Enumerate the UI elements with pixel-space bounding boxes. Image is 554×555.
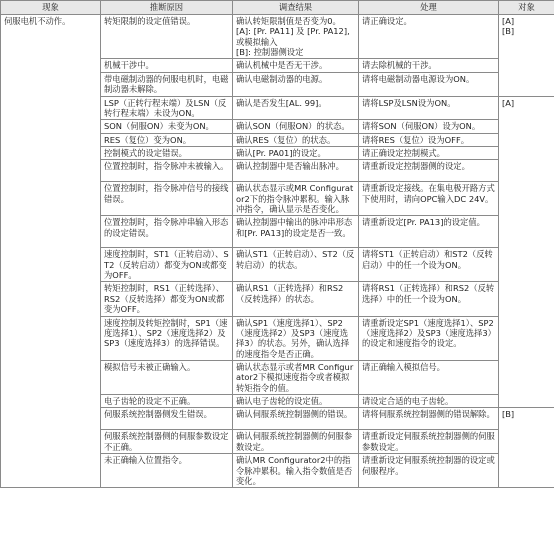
- cause-cell: 电子齿轮的设定不正确。: [101, 395, 233, 408]
- investigation-cell: 确认机械中是否无干涉。: [233, 59, 359, 72]
- header-action: 处理: [359, 1, 499, 15]
- investigation-cell: 确认RS1（正转选择）和RS2（反转选择）的状态。: [233, 282, 359, 316]
- action-cell: 请重新设定伺服系统控制器的设定或伺服程序。: [359, 454, 499, 488]
- investigation-cell: 确认电子齿轮的设定值。: [233, 395, 359, 408]
- investigation-cell: 确认状态显示或者MR Configurator2下模拟速度指令或者模拟转矩指令的值。: [233, 360, 359, 394]
- action-cell: 请重新设定接线。在集电极开路方式下使用时，请向OPC输入DC 24V。: [359, 182, 499, 216]
- header-phenomenon: 现象: [1, 1, 101, 15]
- header-cause: 推断原因: [101, 1, 233, 15]
- action-cell: 请设定合适的电子齿轮。: [359, 395, 499, 408]
- investigation-cell: 确认伺服系统控制器侧的错误。: [233, 408, 359, 430]
- action-cell: 请将RES（复位）设为OFF。: [359, 133, 499, 146]
- header-target: 对象: [499, 1, 554, 15]
- investigation-cell: 确认RES（复位）的状态。: [233, 133, 359, 146]
- table-row: [1, 15, 554, 59]
- investigation-cell: 确认转矩限制值是否变为0。 [A]: [Pr. PA11] 及 [Pr. PA12], 或模拟输入 [B]: 控制器侧设定: [233, 15, 359, 59]
- action-cell: 请将RS1（正转选择）和RS2（反转选择）中的任一个设为ON。: [359, 282, 499, 316]
- cause-cell: 伺服系统控制器侧的伺服参数设定不正确。: [101, 430, 233, 454]
- action-cell: 请将电磁制动器电源设为ON。: [359, 72, 499, 96]
- cause-cell: 未正确输入位置指令。: [101, 454, 233, 488]
- action-cell: 请将LSP及LSN设为ON。: [359, 96, 499, 120]
- cause-cell: 模拟信号未被正确输入。: [101, 360, 233, 394]
- action-cell: 请重新设定伺服系统控制器侧的伺服参数设定。: [359, 430, 499, 454]
- action-cell: 请正确设定。: [359, 15, 499, 59]
- investigation-cell: 确认伺服系统控制器侧的伺服参数设定。: [233, 430, 359, 454]
- investigation-cell: 确认是否发生[AL. 99]。: [233, 96, 359, 120]
- phenomenon-cell: 伺服电机不动作。: [1, 15, 101, 488]
- cause-cell: 速度控制及转矩控制时，SP1（速度选择1）、SP2（速度选择2）及SP3（速度选择3）的选择错误。: [101, 316, 233, 360]
- header-investigation: 调查结果: [233, 1, 359, 15]
- cause-cell: SON（伺服ON）未变为ON。: [101, 120, 233, 133]
- cause-cell: 位置控制时，指令脉冲信号的接线错误。: [101, 182, 233, 216]
- cause-cell: 带电磁制动器的伺服电机时，电磁制动器未解除。: [101, 72, 233, 96]
- cause-cell: 伺服系统控制器侧发生错误。: [101, 408, 233, 430]
- cause-cell: 转矩限制的设定值错误。: [101, 15, 233, 59]
- investigation-cell: 确认控制器中是否输出脉冲。: [233, 160, 359, 182]
- target-cell: [A]: [499, 96, 554, 408]
- action-cell: 请重新设定[Pr. PA13]的设定值。: [359, 216, 499, 248]
- action-cell: 请重新设定SP1（速度选择1）、SP2（速度选择2）及SP3（速度选择3）的设定和速度指令的设定。: [359, 316, 499, 360]
- cause-cell: 控制模式的设定错误。: [101, 146, 233, 159]
- investigation-cell: 确认[Pr. PA01]的设定。: [233, 146, 359, 159]
- target-cell: [B]: [499, 408, 554, 488]
- cause-cell: RES（复位）变为ON。: [101, 133, 233, 146]
- action-cell: 请将伺服系统控制器侧的错误解除。: [359, 408, 499, 430]
- investigation-cell: 确认控制器中输出的脉冲串形态和[Pr. PA13]的设定是否一致。: [233, 216, 359, 248]
- investigation-cell: 确认MR Configurator2中的指令脉冲累积。输入指令数值是否变化。: [233, 454, 359, 488]
- table-header-row: [1, 1, 554, 15]
- cause-cell: 转矩控制时，RS1（正转选择）、RS2（反转选择）都变为ON或都变为OFF。: [101, 282, 233, 316]
- action-cell: 请正确输入模拟信号。: [359, 360, 499, 394]
- investigation-cell: 确认电磁制动器的电源。: [233, 72, 359, 96]
- cause-cell: 速度控制时，ST1（正转启动）、ST2（反转启动）都变为ON或都变为OFF。: [101, 248, 233, 282]
- cause-cell: 位置控制时，指令脉冲串输入形态的设定错误。: [101, 216, 233, 248]
- cause-cell: 机械干涉中。: [101, 59, 233, 72]
- action-cell: 请正确设定控制模式。: [359, 146, 499, 159]
- action-cell: 请重新设定控制器侧的设定。: [359, 160, 499, 182]
- action-cell: 请将SON（伺服ON）设为ON。: [359, 120, 499, 133]
- investigation-cell: 确认ST1（正转启动）、ST2（反转启动）的状态。: [233, 248, 359, 282]
- investigation-cell: 确认状态显示或MR Configurator2下的指令脉冲累积。输入脉冲指令，确认显示是否变化。: [233, 182, 359, 216]
- action-cell: 请将ST1（正转启动）和ST2（反转启动）中的任一个设为ON。: [359, 248, 499, 282]
- target-cell: [A] [B]: [499, 15, 554, 97]
- investigation-cell: 确认SP1（速度选择1）、SP2（速度选择2）及SP3（速度选择3）的状态。另外，确认选择的速度指令是否正确。: [233, 316, 359, 360]
- cause-cell: LSP（正转行程末端）及LSN（反转行程末端）未设为ON。: [101, 96, 233, 120]
- investigation-cell: 确认SON（伺服ON）的状态。: [233, 120, 359, 133]
- cause-cell: 位置控制时，指令脉冲未被输入。: [101, 160, 233, 182]
- action-cell: 请去除机械的干涉。: [359, 59, 499, 72]
